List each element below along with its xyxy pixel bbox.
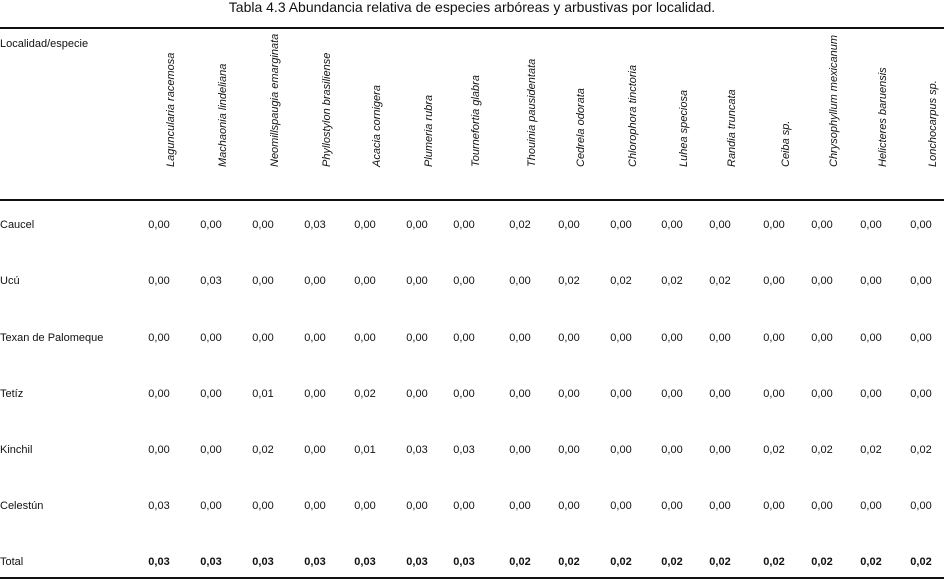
- table-cell: 0,00: [610, 219, 632, 231]
- table-cell: 0,00: [200, 219, 222, 231]
- species-name: Ceiba sp.: [780, 120, 792, 167]
- table-cell: 0,02: [811, 556, 833, 568]
- table-cell: 0,00: [661, 332, 683, 344]
- table-cell: 0,03: [252, 556, 274, 568]
- table-cell: 0,00: [304, 500, 326, 512]
- locality-label: Texan de Palomeque: [0, 332, 104, 344]
- table-cell: 0,03: [354, 556, 376, 568]
- table-cell: 0,02: [709, 556, 731, 568]
- table-cell: 0,00: [406, 332, 428, 344]
- table-cell: 0,02: [709, 275, 731, 287]
- header-rule: [0, 199, 944, 201]
- table-cell: 0,00: [558, 219, 580, 231]
- table-cell: 0,00: [811, 388, 833, 400]
- table-cell: 0,02: [252, 444, 274, 456]
- table-cell: 0,00: [860, 500, 882, 512]
- table-cell: 0,00: [453, 388, 475, 400]
- table-cell: 0,00: [509, 444, 531, 456]
- table-cell: 0,00: [610, 388, 632, 400]
- table-cell: 0,00: [304, 332, 326, 344]
- table-cell: 0,00: [860, 332, 882, 344]
- table-cell: 0,00: [661, 444, 683, 456]
- table-cell: 0,02: [661, 275, 683, 287]
- locality-label: Caucel: [0, 219, 35, 231]
- table-cell: 0,00: [709, 444, 731, 456]
- table-cell: 0,03: [453, 556, 475, 568]
- table-cell: 0,03: [453, 444, 475, 456]
- table-cell: 0,00: [252, 332, 274, 344]
- table-cell: 0,00: [558, 388, 580, 400]
- table-cell: 0,00: [148, 219, 170, 231]
- table-cell: 0,02: [910, 444, 932, 456]
- table-cell: 0,02: [610, 275, 632, 287]
- table-cell: 0,00: [509, 332, 531, 344]
- locality-label: Celestún: [0, 500, 44, 512]
- table-cell: 0,00: [558, 500, 580, 512]
- table-cell: 0,00: [558, 332, 580, 344]
- bottom-rule: [0, 577, 944, 579]
- table-cell: 0,00: [763, 332, 785, 344]
- table-cell: 0,00: [860, 219, 882, 231]
- locality-label: Ucú: [0, 275, 20, 287]
- table-cell: 0,03: [304, 556, 326, 568]
- table-cell: 0,00: [709, 219, 731, 231]
- table-cell: 0,00: [453, 219, 475, 231]
- species-name: Lonchocarpus sp.: [927, 80, 939, 167]
- table-title: Tabla 4.3 Abundancia relativa de especies arbóreas y arbustivas por localidad.: [228, 0, 716, 15]
- table-cell: 0,00: [811, 275, 833, 287]
- table-cell: 0,00: [610, 500, 632, 512]
- table-cell: 0,02: [509, 556, 531, 568]
- table-cell: 0,00: [354, 332, 376, 344]
- table-cell: 0,00: [148, 275, 170, 287]
- table-cell: 0,02: [558, 275, 580, 287]
- table-cell: 0,00: [453, 500, 475, 512]
- table-cell: 0,00: [763, 275, 785, 287]
- table-cell: 0,03: [200, 556, 222, 568]
- species-name: Phyllostylon brasiliense: [321, 52, 333, 167]
- top-rule: [0, 27, 944, 29]
- table-cell: 0,00: [610, 444, 632, 456]
- table-cell: 0,00: [406, 388, 428, 400]
- corner-header: Localidad/especie: [0, 38, 89, 50]
- table-cell: 0,00: [200, 388, 222, 400]
- table-cell: 0,03: [148, 556, 170, 568]
- species-name: Randia truncata: [726, 89, 738, 167]
- species-name: Chlorophora tinctoria: [627, 64, 639, 167]
- species-name: Helicteres baruensis: [877, 67, 889, 167]
- table-cell: 0,03: [200, 275, 222, 287]
- species-name: Neomillspaugia emarginata: [269, 33, 281, 167]
- table-cell: 0,00: [406, 219, 428, 231]
- table-cell: 0,00: [910, 275, 932, 287]
- table-cell: 0,00: [453, 332, 475, 344]
- table-cell: 0,00: [860, 388, 882, 400]
- locality-label: Tetíz: [0, 388, 24, 400]
- table-cell: 0,00: [763, 500, 785, 512]
- table-cell: 0,00: [910, 388, 932, 400]
- table-cell: 0,00: [610, 332, 632, 344]
- locality-label: Kinchil: [0, 444, 33, 456]
- table-cell: 0,00: [910, 219, 932, 231]
- table-cell: 0,00: [509, 388, 531, 400]
- table-cell: 0,00: [709, 332, 731, 344]
- table-cell: 0,00: [304, 444, 326, 456]
- table-cell: 0,00: [811, 332, 833, 344]
- table-cell: 0,00: [252, 275, 274, 287]
- table-cell: 0,00: [558, 444, 580, 456]
- table-cell: 0,00: [763, 388, 785, 400]
- table-cell: 0,00: [763, 219, 785, 231]
- table-cell: 0,02: [860, 444, 882, 456]
- table-cell: 0,00: [661, 500, 683, 512]
- table-cell: 0,02: [509, 219, 531, 231]
- table-cell: 0,00: [811, 219, 833, 231]
- species-name: Plumeria rubra: [423, 94, 435, 167]
- table-cell: 0,02: [661, 556, 683, 568]
- table-cell: 0,00: [709, 500, 731, 512]
- total-label: Total: [0, 556, 24, 568]
- table-cell: 0,00: [304, 275, 326, 287]
- table-cell: 0,03: [304, 219, 326, 231]
- table-cell: 0,02: [910, 556, 932, 568]
- species-name: Laguncularia racemosa: [165, 52, 177, 167]
- table-cell: 0,00: [304, 388, 326, 400]
- table-cell: 0,02: [811, 444, 833, 456]
- table-cell: 0,00: [200, 444, 222, 456]
- table-cell: 0,00: [200, 500, 222, 512]
- table-cell: 0,00: [252, 500, 274, 512]
- table-cell: 0,00: [148, 388, 170, 400]
- table-cell: 0,00: [354, 275, 376, 287]
- species-name: Tournefortia glabra: [470, 75, 482, 167]
- table-cell: 0,00: [354, 219, 376, 231]
- table-cell: 0,00: [148, 332, 170, 344]
- table-cell: 0,02: [558, 556, 580, 568]
- species-name: Acacia cornigera: [371, 85, 383, 167]
- species-name: Luhea speciosa: [678, 89, 690, 167]
- table-cell: 0,00: [709, 388, 731, 400]
- table-cell: 0,03: [406, 556, 428, 568]
- table-cell: 0,02: [763, 444, 785, 456]
- table-cell: 0,00: [252, 219, 274, 231]
- table-cell: 0,00: [509, 500, 531, 512]
- table-cell: 0,03: [148, 500, 170, 512]
- table-cell: 0,02: [610, 556, 632, 568]
- table-cell: 0,00: [661, 388, 683, 400]
- table-cell: 0,02: [763, 556, 785, 568]
- species-name: Machaonia lindeliana: [217, 63, 229, 167]
- table-cell: 0,01: [354, 444, 376, 456]
- table-cell: 0,00: [406, 275, 428, 287]
- species-name: Thouinia pausidentata: [526, 58, 538, 167]
- table-cell: 0,00: [860, 275, 882, 287]
- table-cell: 0,00: [354, 500, 376, 512]
- table-cell: 0,00: [200, 332, 222, 344]
- table-cell: 0,00: [811, 500, 833, 512]
- table-cell: 0,00: [509, 275, 531, 287]
- table-cell: 0,02: [860, 556, 882, 568]
- table-cell: 0,00: [910, 500, 932, 512]
- species-name: Chrysophyllum mexicanum: [828, 34, 840, 167]
- table-cell: 0,01: [252, 388, 274, 400]
- table-cell: 0,00: [148, 444, 170, 456]
- table-cell: 0,00: [661, 219, 683, 231]
- table-cell: 0,00: [453, 275, 475, 287]
- table-cell: 0,00: [910, 332, 932, 344]
- species-name: Cedrela odorata: [575, 88, 587, 167]
- table-cell: 0,02: [354, 388, 376, 400]
- table-cell: 0,00: [406, 500, 428, 512]
- table-cell: 0,03: [406, 444, 428, 456]
